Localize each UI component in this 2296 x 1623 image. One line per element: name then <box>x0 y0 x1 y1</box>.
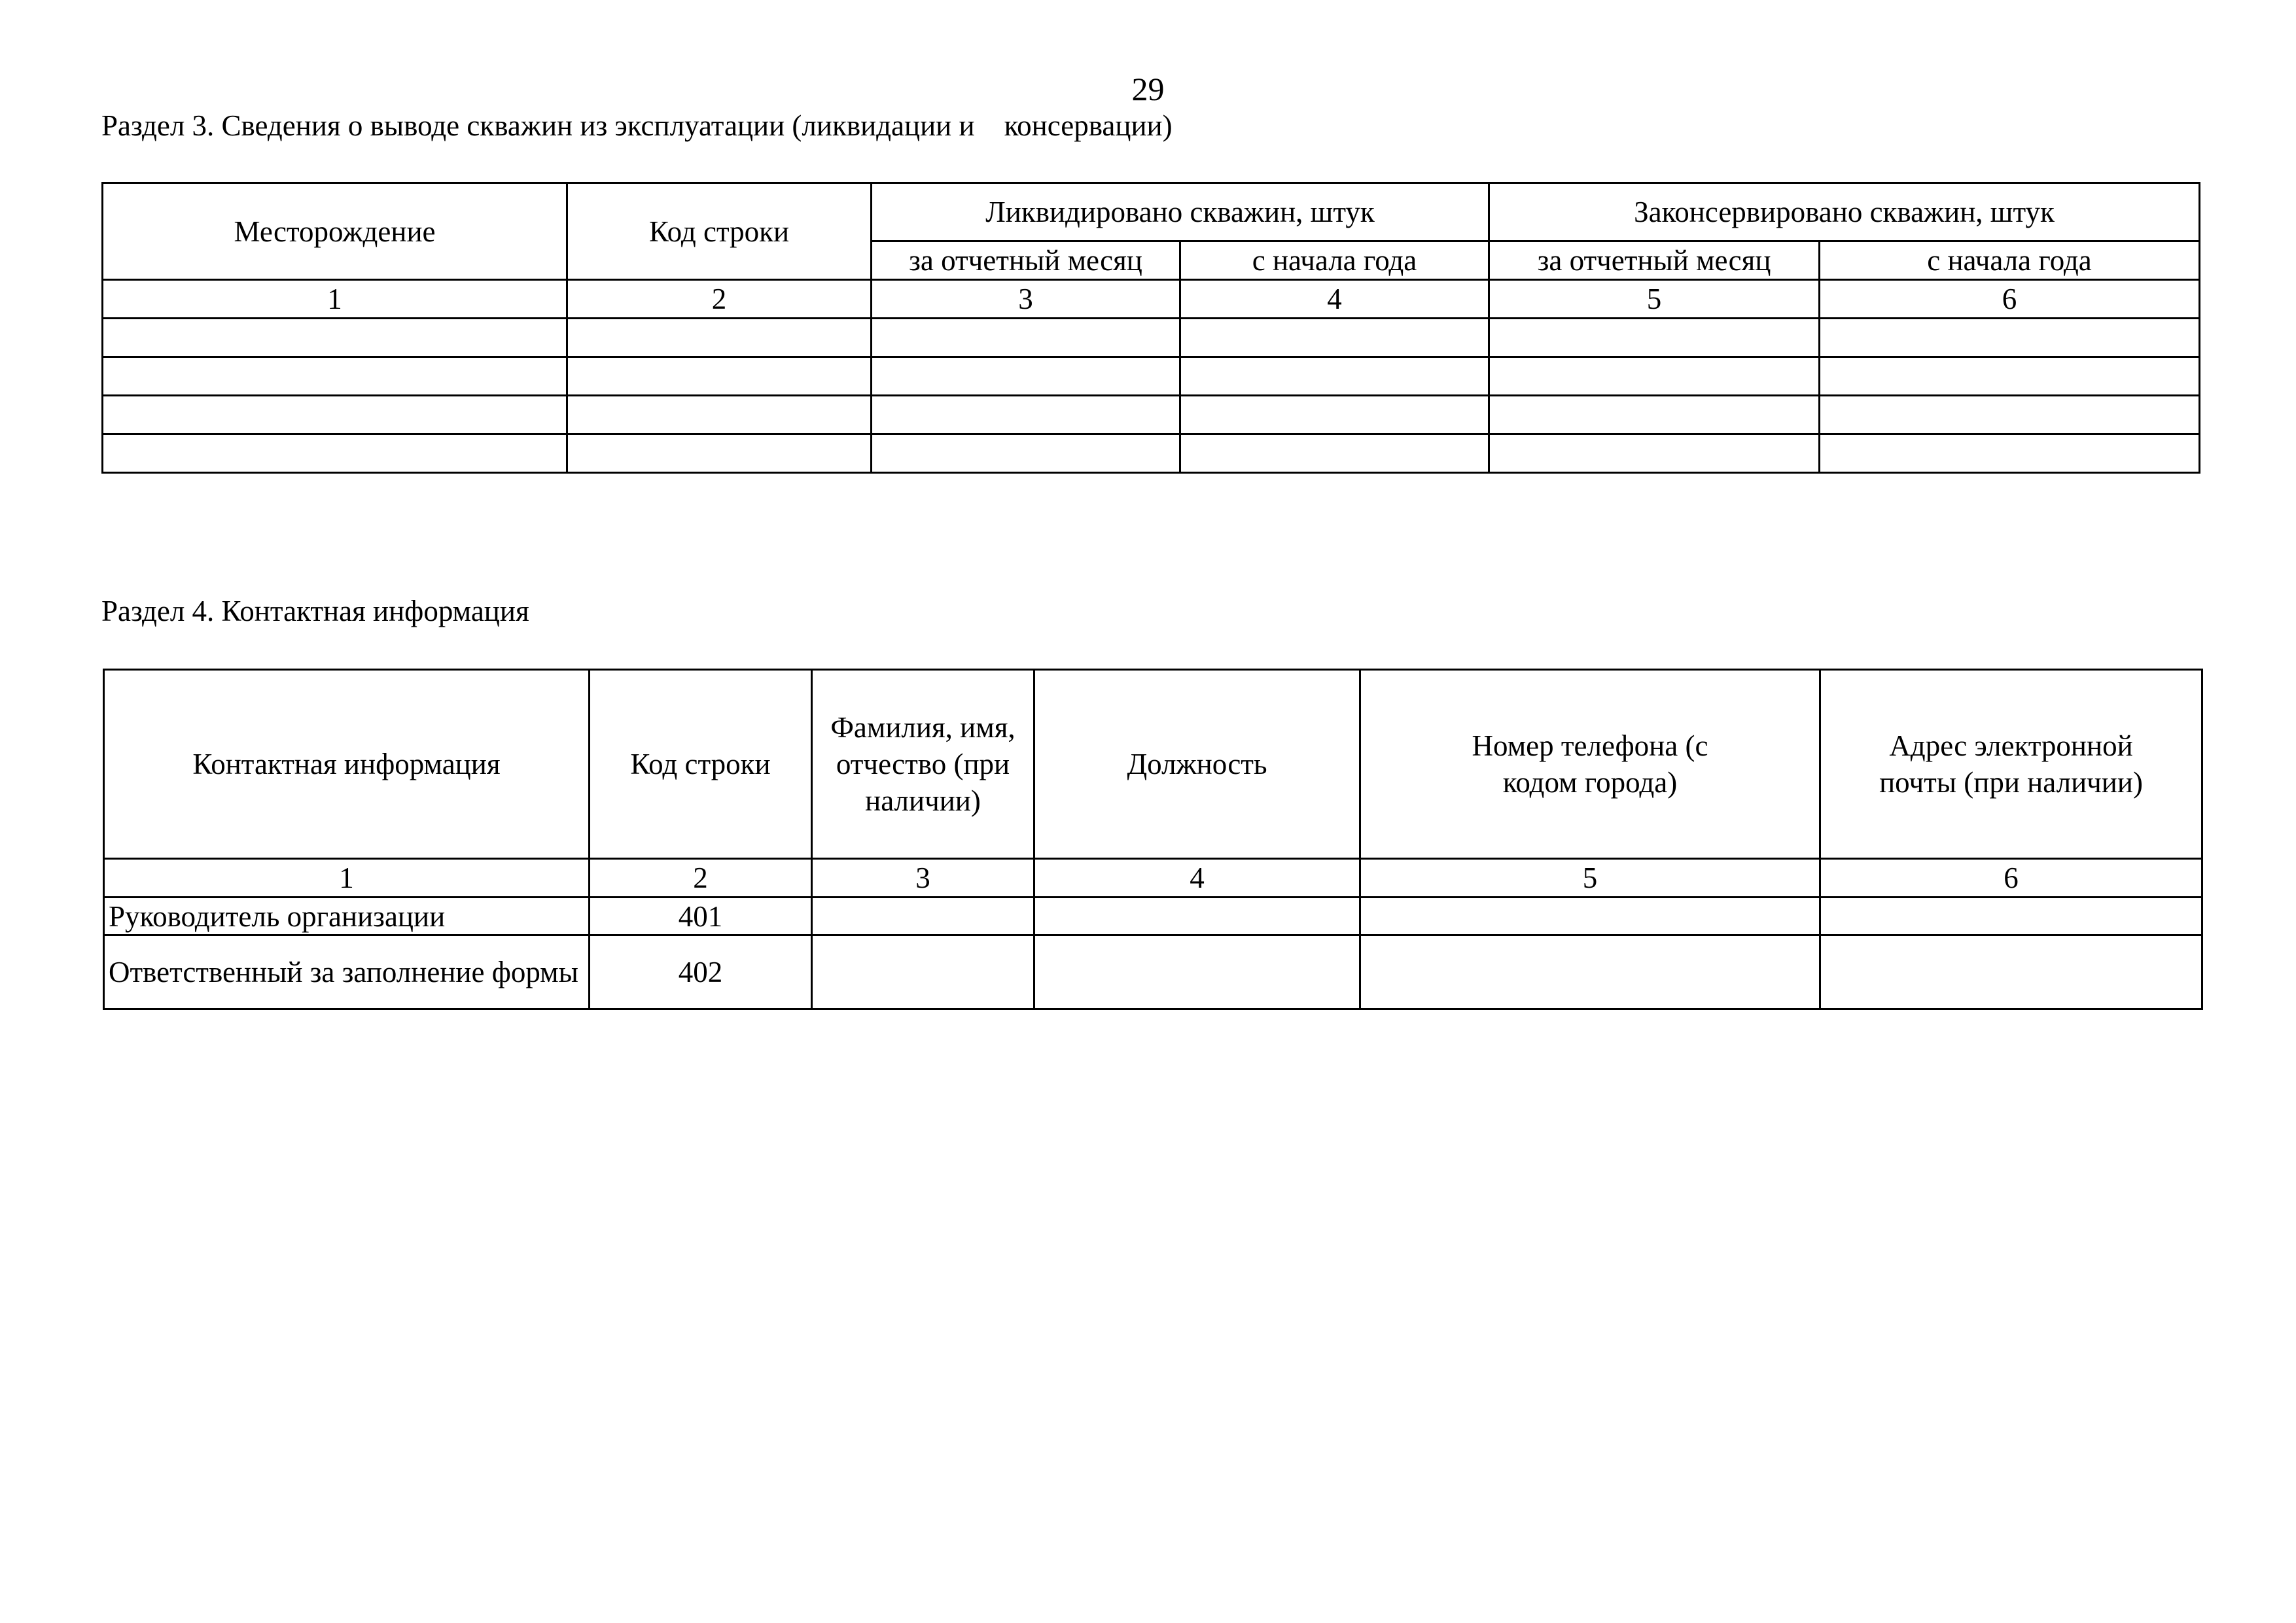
cell-liquidated-month[interactable] <box>872 319 1180 357</box>
cell-email[interactable] <box>1820 898 2202 935</box>
column-number: 2 <box>567 280 872 319</box>
header-line-code: Код строки <box>567 183 872 280</box>
cell-liquidated-year[interactable] <box>1180 434 1489 473</box>
column-number: 4 <box>1034 859 1360 898</box>
header-liquidated-month: за отчетный месяц <box>872 241 1180 280</box>
table-row <box>103 396 2200 434</box>
table-row <box>104 935 2202 1009</box>
cell-line-code[interactable] <box>567 434 872 473</box>
cell-line-code[interactable] <box>567 319 872 357</box>
cell-deposit[interactable] <box>103 319 567 357</box>
header-conserved-month: за отчетный месяц <box>1489 241 1820 280</box>
section-3-title: Раздел 3. Сведения о выводе скважин из эксплуатации (ликвидации и консервации) <box>101 109 1173 142</box>
header-liquidated-year: с начала года <box>1180 241 1489 280</box>
cell-position[interactable] <box>1034 935 1360 1009</box>
cell-conserved-year[interactable] <box>1820 434 2200 473</box>
column-number: 1 <box>103 280 567 319</box>
cell-conserved-year[interactable] <box>1820 357 2200 396</box>
header-line-code: Код строки <box>590 670 812 859</box>
table-row <box>103 357 2200 396</box>
cell-line-code[interactable] <box>567 357 872 396</box>
column-number: 4 <box>1180 280 1489 319</box>
header-deposit: Месторождение <box>103 183 567 280</box>
column-number: 3 <box>812 859 1034 898</box>
table-row <box>103 319 2200 357</box>
cell-deposit[interactable] <box>103 357 567 396</box>
column-number: 1 <box>104 859 590 898</box>
cell-phone[interactable] <box>1360 898 1820 935</box>
row-code: 401 <box>590 898 812 935</box>
header-email: Адрес электронной почты (при наличии) <box>1820 670 2202 859</box>
column-number-row <box>104 859 2202 898</box>
row-label-head: Руководитель организации <box>104 898 590 935</box>
table-row <box>104 898 2202 935</box>
column-number: 3 <box>872 280 1180 319</box>
cell-conserved-year[interactable] <box>1820 396 2200 434</box>
header-contact: Контактная информация <box>104 670 590 859</box>
cell-position[interactable] <box>1034 898 1360 935</box>
contact-info-table <box>103 669 2203 1010</box>
cell-full-name[interactable] <box>812 935 1034 1009</box>
page-number: 29 <box>1131 71 1165 107</box>
cell-liquidated-year[interactable] <box>1180 319 1489 357</box>
column-number: 6 <box>1820 280 2200 319</box>
cell-conserved-month[interactable] <box>1489 434 1820 473</box>
column-number: 2 <box>590 859 812 898</box>
cell-phone[interactable] <box>1360 935 1820 1009</box>
cell-full-name[interactable] <box>812 898 1034 935</box>
header-phone: Номер телефона (с кодом города) <box>1360 670 1820 859</box>
header-conserved: Законсервировано скважин, штук <box>1489 183 2200 241</box>
cell-email[interactable] <box>1820 935 2202 1009</box>
cell-conserved-month[interactable] <box>1489 319 1820 357</box>
cell-deposit[interactable] <box>103 434 567 473</box>
header-full-name: Фамилия, имя, отчество (при наличии) <box>812 670 1034 859</box>
section-4-title: Раздел 4. Контактная информация <box>101 595 529 627</box>
table-row <box>103 434 2200 473</box>
cell-conserved-year[interactable] <box>1820 319 2200 357</box>
cell-liquidated-year[interactable] <box>1180 396 1489 434</box>
column-number: 6 <box>1820 859 2202 898</box>
cell-conserved-month[interactable] <box>1489 396 1820 434</box>
cell-line-code[interactable] <box>567 396 872 434</box>
column-number-row <box>103 280 2200 319</box>
cell-conserved-month[interactable] <box>1489 357 1820 396</box>
column-number: 5 <box>1360 859 1820 898</box>
cell-liquidated-month[interactable] <box>872 434 1180 473</box>
row-label-responsible: Ответственный за заполнение формы <box>104 935 590 1009</box>
header-liquidated: Ликвидировано скважин, штук <box>872 183 1489 241</box>
column-number: 5 <box>1489 280 1820 319</box>
cell-liquidated-month[interactable] <box>872 357 1180 396</box>
wells-decommission-table <box>101 182 2200 474</box>
cell-deposit[interactable] <box>103 396 567 434</box>
cell-liquidated-month[interactable] <box>872 396 1180 434</box>
row-code: 402 <box>590 935 812 1009</box>
cell-liquidated-year[interactable] <box>1180 357 1489 396</box>
header-position: Должность <box>1034 670 1360 859</box>
header-conserved-year: с начала года <box>1820 241 2200 280</box>
